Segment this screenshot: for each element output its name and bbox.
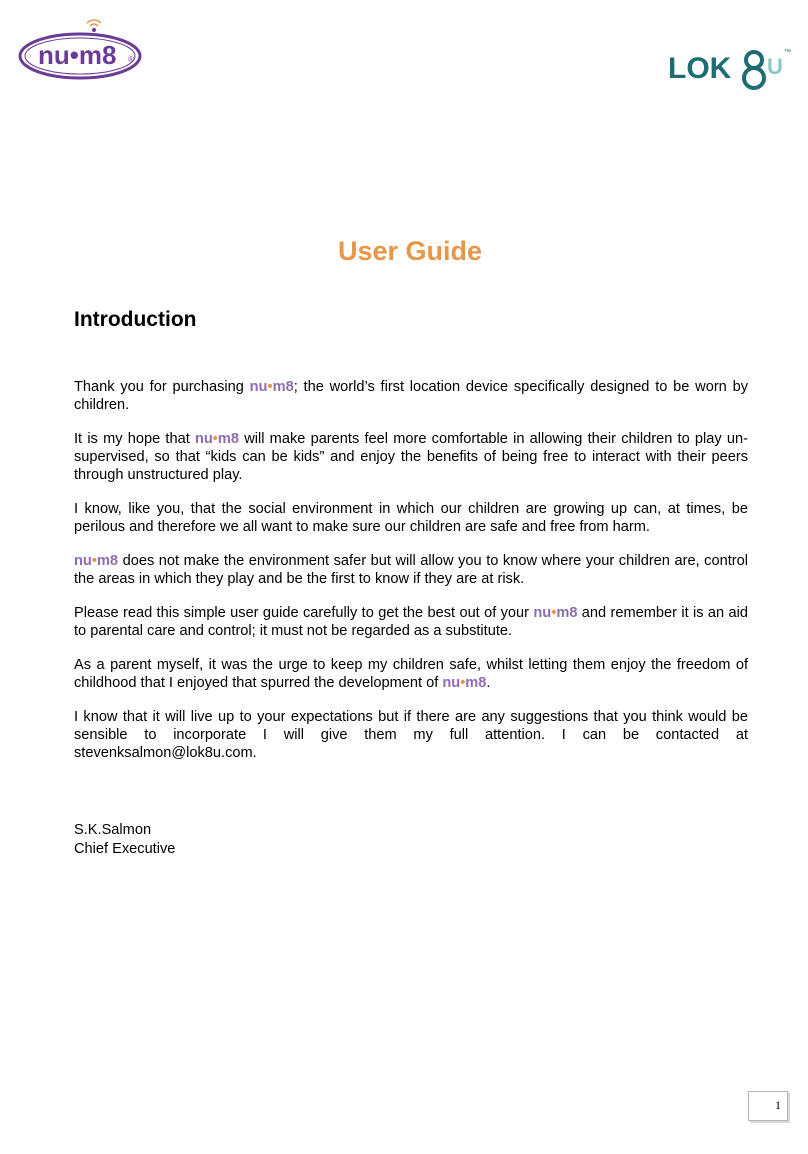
svg-text:™: ™ (784, 49, 791, 56)
page-number: 1 (748, 1091, 788, 1121)
contact-email: stevenksalmon@lok8u.com (74, 745, 253, 761)
paragraph: nu•m8 does not make the environment safer but will allow you to know where your children are, control the areas in which they play and be the first to know if they are at risk. (74, 553, 748, 587)
brand-name: nu•m8 (249, 379, 294, 395)
signature-block (74, 821, 175, 859)
svg-text:U: U (767, 54, 783, 79)
signature-role: Chief Executive (74, 841, 176, 857)
introduction-body (74, 378, 748, 778)
lok8u-logo-text: LOK (668, 52, 732, 85)
signature-name: S.K.Salmon (74, 822, 152, 838)
brand-name: nu•m8 (442, 675, 487, 691)
paragraph: It is my hope that nu•m8 will make parents feel more comfortable in allowing their children to play un-supervised, so that “kids can be kids” and enjoy the benefits of being free to interact with their peers through unstructured play. (74, 431, 748, 483)
svg-text:®: ® (128, 55, 134, 64)
brand-name: nu•m8 (74, 553, 119, 569)
brand-name: nu•m8 (194, 431, 239, 447)
paragraph: Thank you for purchasing nu•m8; the world’s first location device specifically designed to be worn by children. (74, 379, 748, 413)
paragraph: I know, like you, that the social environment in which our children are growing up can, at times, be perilous and therefore we all want to make sure our children are safe and free from harm. (74, 501, 748, 535)
numate-logo-text: nu•m8 (38, 40, 117, 70)
section-heading: Introduction (74, 308, 197, 331)
lok8u-logo (664, 40, 794, 94)
numate-logo (18, 18, 148, 82)
numate-logo-graphic (18, 18, 148, 82)
lok8u-logo-graphic (664, 40, 794, 94)
paragraph: As a parent myself, it was the urge to keep my children safe, whilst letting them enjoy the freedom of childhood that I enjoyed that spurred the development of nu•m8. (74, 657, 748, 691)
brand-name: nu•m8 (533, 605, 578, 621)
paragraph: I know that it will live up to your expectations but if there are any suggestions that you think would be sensible to incorporate I will give them my full attention. I can be contacted at stevenksalmon@lok8u.com. (74, 709, 748, 761)
paragraph: Please read this simple user guide carefully to get the best out of your nu•m8 and remember it is an aid to parental care and control; it must not be regarded as a substitute. (74, 605, 748, 639)
page-title: User Guide (337, 236, 483, 266)
